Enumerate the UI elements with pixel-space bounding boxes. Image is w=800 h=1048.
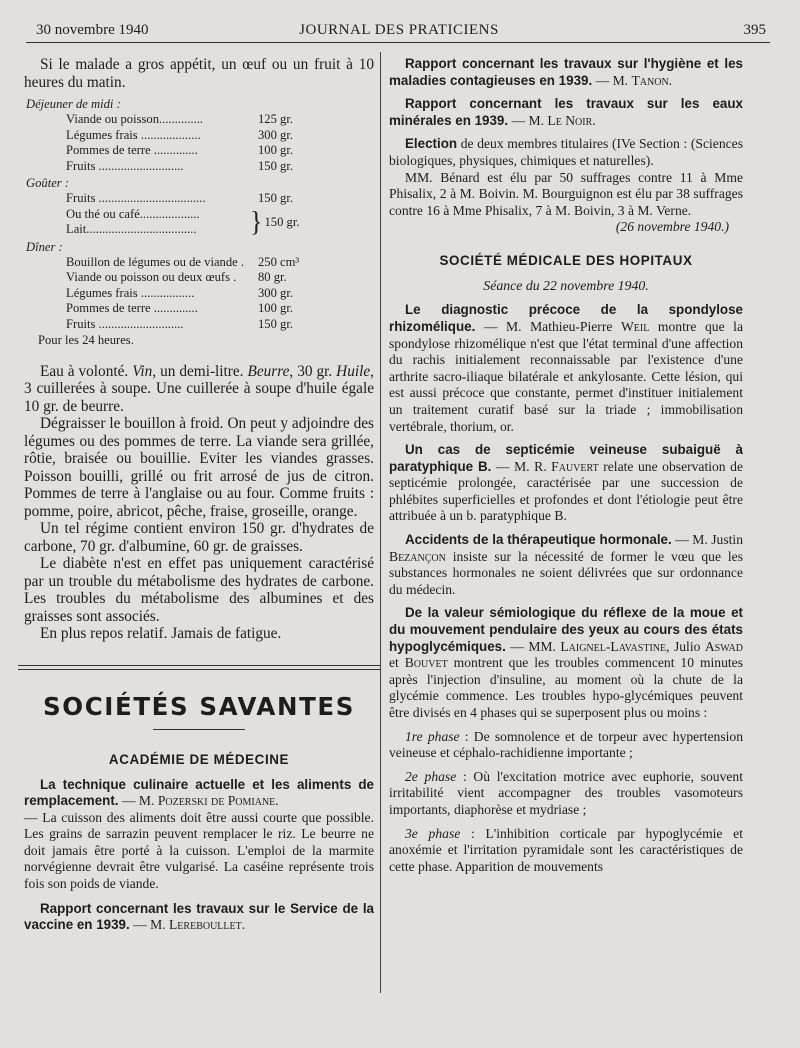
menu-row: Fruits .................................. 150 gr. bbox=[66, 191, 293, 206]
menu-row: Légumes frais ................... 300 gr. bbox=[66, 127, 293, 142]
technique-body: — La cuisson des aliments doit être aussi courte que possible. Les grains de sarrazin peuvent remplacer le riz. Le beurre ne doit jamais être porté à la cuisson. L'emploi de la marmite norvégienne devrait être vulgarisé. La caséine représente trois fois son poids de viande. bbox=[24, 809, 374, 892]
header-rule bbox=[26, 42, 770, 43]
vaccine-paragraph: Rapport concernant les travaux sur le Service de la vaccine en 1939. — M. Lereboullet. bbox=[24, 900, 374, 933]
brace-icon: } bbox=[250, 205, 263, 238]
page-number: 395 bbox=[743, 22, 766, 38]
menu-row: Fruits ........................... 150 gr. bbox=[66, 158, 293, 173]
election-date: (26 novembre 1940.) bbox=[615, 219, 729, 235]
phase1-paragraph: 1re phase : De somnolence et de torpeur avec hypertension veineuse et céphalo-rachidienne importante ; bbox=[389, 728, 743, 761]
phase3-paragraph: 3e phase : L'inhibition corticale par hypoglycémie et anoxémie et l'irritation pyramidale sont les caractéristiques de cette phase. Apparition de mouvements bbox=[389, 825, 743, 874]
election-result: MM. Bénard est élu par 50 suffrages contre 11 à Mme Phisalix, 2 à M. Boivin. M. Bourguignon est élu par 38 suffrages contre 16 à Mme Phisalix, 7 à M. Boivin, 3 à M. Verne. bbox=[389, 169, 743, 218]
left-column bbox=[24, 56, 374, 934]
diner-heading: Dîner : bbox=[26, 239, 63, 254]
dejeuner-heading: Déjeuner de midi : bbox=[26, 97, 121, 111]
technique-paragraph: La technique culinaire actuelle et les aliments de remplacement. — M. Pozerski de Pomiane. bbox=[24, 776, 374, 809]
diet-menu bbox=[24, 97, 374, 349]
eau-paragraph: Eau à volonté. Vin, un demi-litre. Beurre, 30 gr. Huile, 3 cuillerées à soupe. Une cuillerée à soupe d'huile égale 10 gr. de beurre. bbox=[24, 362, 374, 415]
section-double-rule bbox=[18, 665, 380, 670]
academie-heading: ACADÉMIE DE MÉDECINE bbox=[108, 751, 290, 767]
gouter-heading: Goûter : bbox=[26, 176, 70, 191]
societe-heading: SOCIÉTÉ MÉDICALE DES HOPITAUX bbox=[439, 253, 693, 269]
menu-row: Viande ou poisson ou deux œufs . 80 gr. bbox=[66, 270, 287, 285]
hygiene-paragraph: Rapport concernant les travaux sur l'hygiène et les maladies contagieuses en 1939. — M. Tanon. bbox=[389, 56, 743, 88]
intro-paragraph: Si le malade a gros appétit, un œuf ou un fruit à 10 heures du matin. bbox=[24, 56, 374, 91]
phase2-paragraph: 2e phase : Où l'excitation motrice avec euphorie, souvent irritabilité vient accompagner des troubles vasomoteurs importants, diaphorèse et mydriase ; bbox=[389, 768, 743, 817]
menu-row: Pommes de terre .............. 100 gr. bbox=[66, 143, 293, 158]
journal-title: JOURNAL DES PRATICIENS bbox=[299, 22, 499, 38]
menu-row: Viande ou poisson.............. 125 gr. bbox=[66, 112, 293, 127]
repos-paragraph: En plus repos relatif. Jamais de fatigue. bbox=[40, 625, 282, 642]
menu-footer: Pour les 24 heures. bbox=[38, 333, 134, 348]
seance-date: Séance du 22 novembre 1940. bbox=[483, 278, 649, 294]
menu-row: Fruits ........................... 150 gr. bbox=[66, 316, 293, 331]
menu-row: Pommes de terre .............. 100 gr. bbox=[66, 301, 293, 316]
spondylose-paragraph: Le diagnostic précoce de la spondylose rhizomélique. — M. Mathieu-Pierre Weil montre que la spondylose rhizomélique n'est que l'état terminal d'une affection du rachis initialement reconnaissable par l'existence d'une arthrite sacro-iliaque bilatérale et ankylosante. Cette lésion, qui est aussi précoce que constante, permet d'instituer initialement un traitement curatif basé sur la triade ; immobilisation vertébrale, thorium, or. bbox=[389, 302, 743, 434]
diabete-paragraph: Le diabète n'est en effet pas uniquement caractérisé par un trouble du métabolisme des hydrates de carbone. Les troubles du métabolisme des albumines et des graisses sont associés. bbox=[24, 555, 374, 625]
reflexe-paragraph: De la valeur sémiologique du réflexe de la moue et du mouvement pendulaire des yeux au cours des états hypoglycémiques. — MM. Laignel-Lavastine, Julio Aswad et Bouvet montrent que les troubles commencent 10 minutes après l'injection d'insuline, au moment où la chute de la glycémie commence. Les troubles hypo-glycémiques peuvent être divisés en 4 phases qui se superposent plus ou moins : bbox=[389, 605, 743, 720]
running-header bbox=[28, 22, 770, 42]
regime-paragraph: Un tel régime contient environ 150 gr. d'hydrates de carbone, 70 gr. d'albumine, 60 gr. de graisses. bbox=[24, 520, 374, 555]
menu-row-pair: Ou thé ou café................... Lait................................... } 150 gr. bbox=[66, 205, 300, 238]
issue-date: 30 novembre 1940 bbox=[36, 22, 149, 38]
election-paragraph: Election de deux membres titulaires (IVe Section : (Sciences biologiques, physiques, chimiques et naturelles). bbox=[389, 136, 743, 168]
right-column bbox=[389, 56, 743, 875]
menu-row: Légumes frais ................. 300 gr. bbox=[66, 285, 293, 300]
column-divider bbox=[380, 52, 381, 993]
section-title: SOCIÉTÉS SAVANTES bbox=[43, 691, 355, 721]
menu-row: Bouillon de légumes ou de viande . 250 cm³ bbox=[66, 255, 300, 270]
accidents-paragraph: Accidents de la thérapeutique hormonale. — M. Justin Bezançon insiste sur la nécessité de former le vœu que les substances hormonales ne soient délivrées que sur ordonnance du médecin. bbox=[389, 532, 743, 597]
eaux-paragraph: Rapport concernant les travaux sur les eaux minérales en 1939. — M. Le Noir. bbox=[389, 96, 743, 128]
degraisser-paragraph: Dégraisser le bouillon à froid. On peut y adjoindre des légumes ou des pommes de terre. La viande sera grillée, rôtie, braisée ou bouillie. Eviter les viandes grasses. Poisson bouilli, grillé ou frit arrosé de jus de citron. Pommes de terre à l'anglaise ou au four. Comme fruits : pomme, poire, abricot, pêche, fraise, groseille, orange. bbox=[24, 415, 374, 520]
septicemie-paragraph: Un cas de septicémie veineuse subaiguë à paratyphique B. — M. R. Fauvert relate une observation de septicémie prolongée, caractérisée par une succession de phlébites superficielles et profondes et dont l'étiologie peut être attribuée à un b. paratyphique B. bbox=[389, 442, 744, 524]
